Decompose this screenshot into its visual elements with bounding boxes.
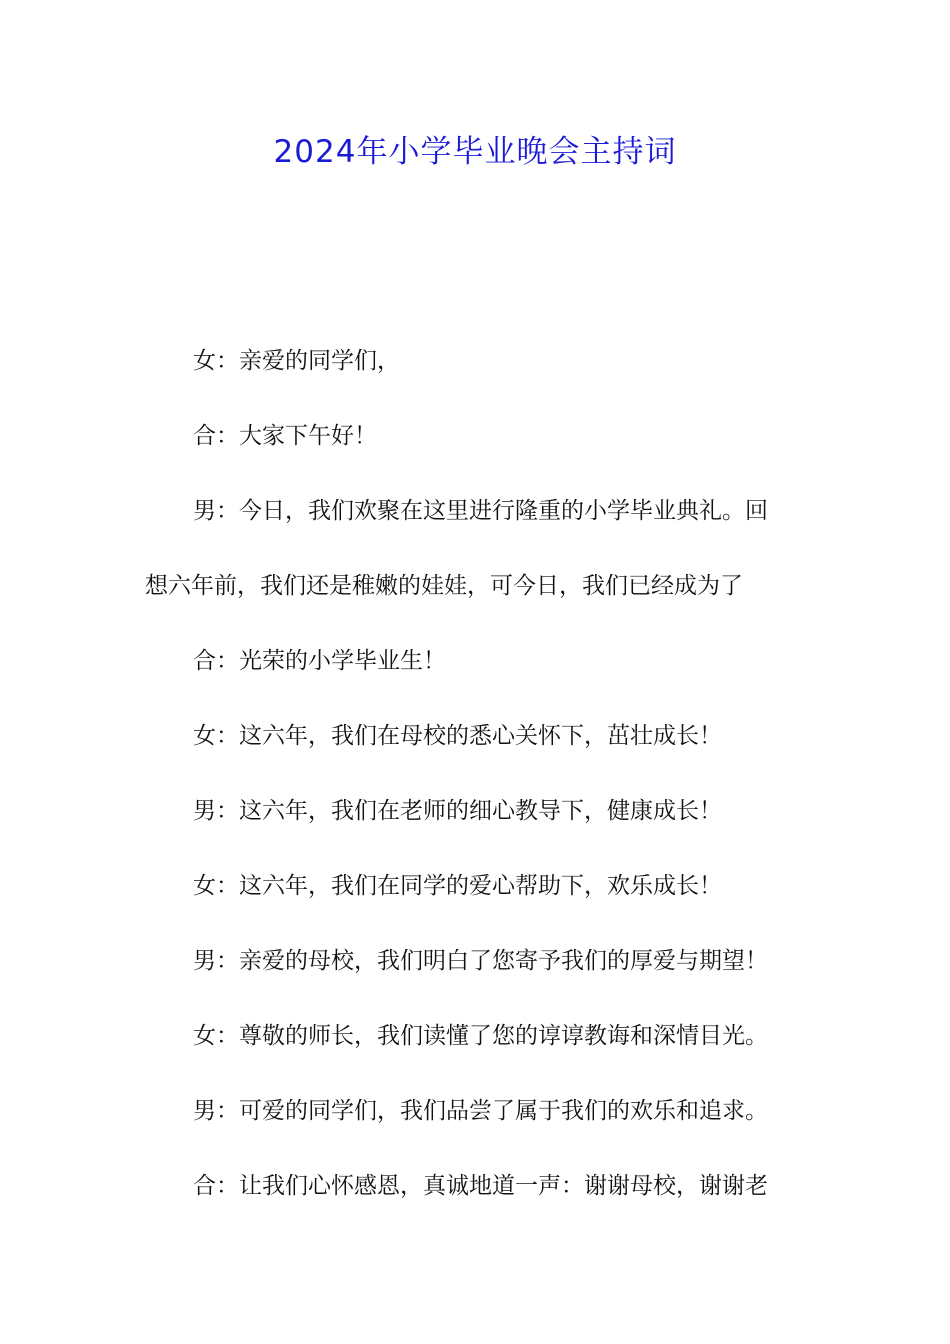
paragraph-line: 男：这六年，我们在老师的细心教导下，健康成长！ <box>193 798 722 824</box>
paragraph-line: 想六年前，我们还是稚嫩的娃娃，可今日，我们已经成为了 <box>145 573 743 599</box>
document-title: 2024年小学毕业晚会主持词 <box>273 134 677 170</box>
paragraph-line: 女：这六年，我们在同学的爱心帮助下，欢乐成长！ <box>193 873 722 899</box>
paragraph-line: 女：尊敬的师长，我们读懂了您的谆谆教诲和深情目光。 <box>193 1023 768 1049</box>
paragraph-line: 合：光荣的小学毕业生！ <box>193 648 446 674</box>
paragraph-line: 女：这六年，我们在母校的悉心关怀下，茁壮成长！ <box>193 723 722 749</box>
paragraph-line: 男：可爱的同学们，我们品尝了属于我们的欢乐和追求。 <box>193 1098 768 1124</box>
paragraph-line: 男：今日，我们欢聚在这里进行隆重的小学毕业典礼。回 <box>193 498 768 524</box>
paragraph-line: 合：让我们心怀感恩，真诚地道一声：谢谢母校，谢谢老 <box>193 1173 768 1199</box>
paragraph-line: 男：亲爱的母校，我们明白了您寄予我们的厚爱与期望！ <box>193 948 768 974</box>
paragraph-line: 合：大家下午好！ <box>193 423 377 449</box>
paragraph-line: 女：亲爱的同学们， <box>193 348 400 374</box>
document-body <box>145 338 810 1238</box>
